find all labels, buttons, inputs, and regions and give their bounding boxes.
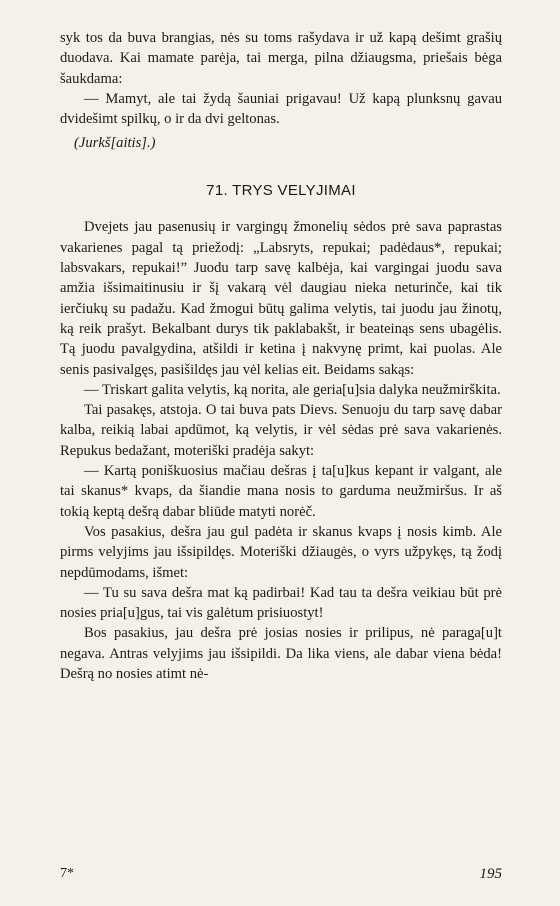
story-paragraph-7: Bos pasakius, jau dešra prė josias nosies ir prilipus, nė paraga[u]t negava. Antras velyjims jau išsipildi. Da lika viens, ale dabar viena bėda! Dešrą no nosies atimt nė-	[60, 625, 502, 683]
continued-paragraph: syk tos da buva brangias, nės su toms rašydava ir už kapą dešimt grašių duodava. Kai mamate parėja, tai merga, pilna džiaugsma, priešais bėga šaukdama:	[60, 30, 502, 87]
story-paragraph-5: Vos pasakius, dešra jau gul padėta ir skanus kvaps į nosis kimb. Ale pirms velyjims jau išsipildęs. Moteriški džiaugės, o vyrs užpykęs, tą žodį nepdūmodams, išmet:	[60, 523, 502, 581]
story-paragraph-3: Tai pasakęs, atstoja. O tai buva pats Dievs. Senuoju du tarp savę dabar kalba, reikią labai apdūmot, ką velytis, ir vėl sėdas prė sava vakarienės. Repukus bedažant, moteriški pradėja sakyt:	[60, 402, 502, 459]
page-number: 195	[479, 866, 502, 882]
footer-signature: 7*	[60, 866, 74, 881]
source-note: (Jurkš[aitis].)	[74, 135, 156, 152]
section-title: 71. TRYS VELYJIMAI	[206, 182, 356, 200]
page-footer	[60, 866, 502, 883]
story-paragraph-2: — Triskart galita velytis, ką norita, ale geria[u]sia dalyka neužmirškita.	[84, 381, 501, 398]
story-paragraph-1: Dvejets jau pasenusių ir vargingų žmonelių sėdos prė sava paprastas vakarienes pagal tą priežodį: „Labsryts, repukai; padėdaus*, repukai; labsvakars, repukai!” Juodu tarp savę kalbėja, kai vargingai juodu sava amžia išsimaitinusiu ir šį vakarą vėl daugiau nieka neturinče, kai tik ierčiukų su padažu. Kad žmogui būtų galima velytis, tai juodu jau žinotų, ką reik prašyt. Bekalbant durys tik paklabakšt, ir beateinąs sens ubagėlis. Tą juodu pavalgydina, atšildi ir ketina į nakvynę primt, kai puolas. Ale senis pasivalgęs, pasišildęs jau vėl kelias eit. Beidams sakąs:	[60, 219, 502, 378]
dialogue-paragraph: — Mamyt, ale tai žydą šauniai prigavau! Už kapą plunksnų gavau dvidešimt spilkų, o ir da dvi geltonas.	[60, 90, 502, 128]
story-paragraph-6: — Tu su sava dešra mat ką padirbai! Kad tau ta dešra veikiau būt prė nosies pria[u]gus, tai vis galėtum prisiuostyt!	[60, 584, 502, 622]
story-paragraph-4: — Kartą poniškuosius mačiau dešras į ta[u]kus kepant ir valgant, ale tai skanus* kvaps, da šiandie mana nosis to garduma neužmiršus. Ir aš tokią keptą dešrą dabar bliūde matyti norėč.	[60, 463, 502, 520]
